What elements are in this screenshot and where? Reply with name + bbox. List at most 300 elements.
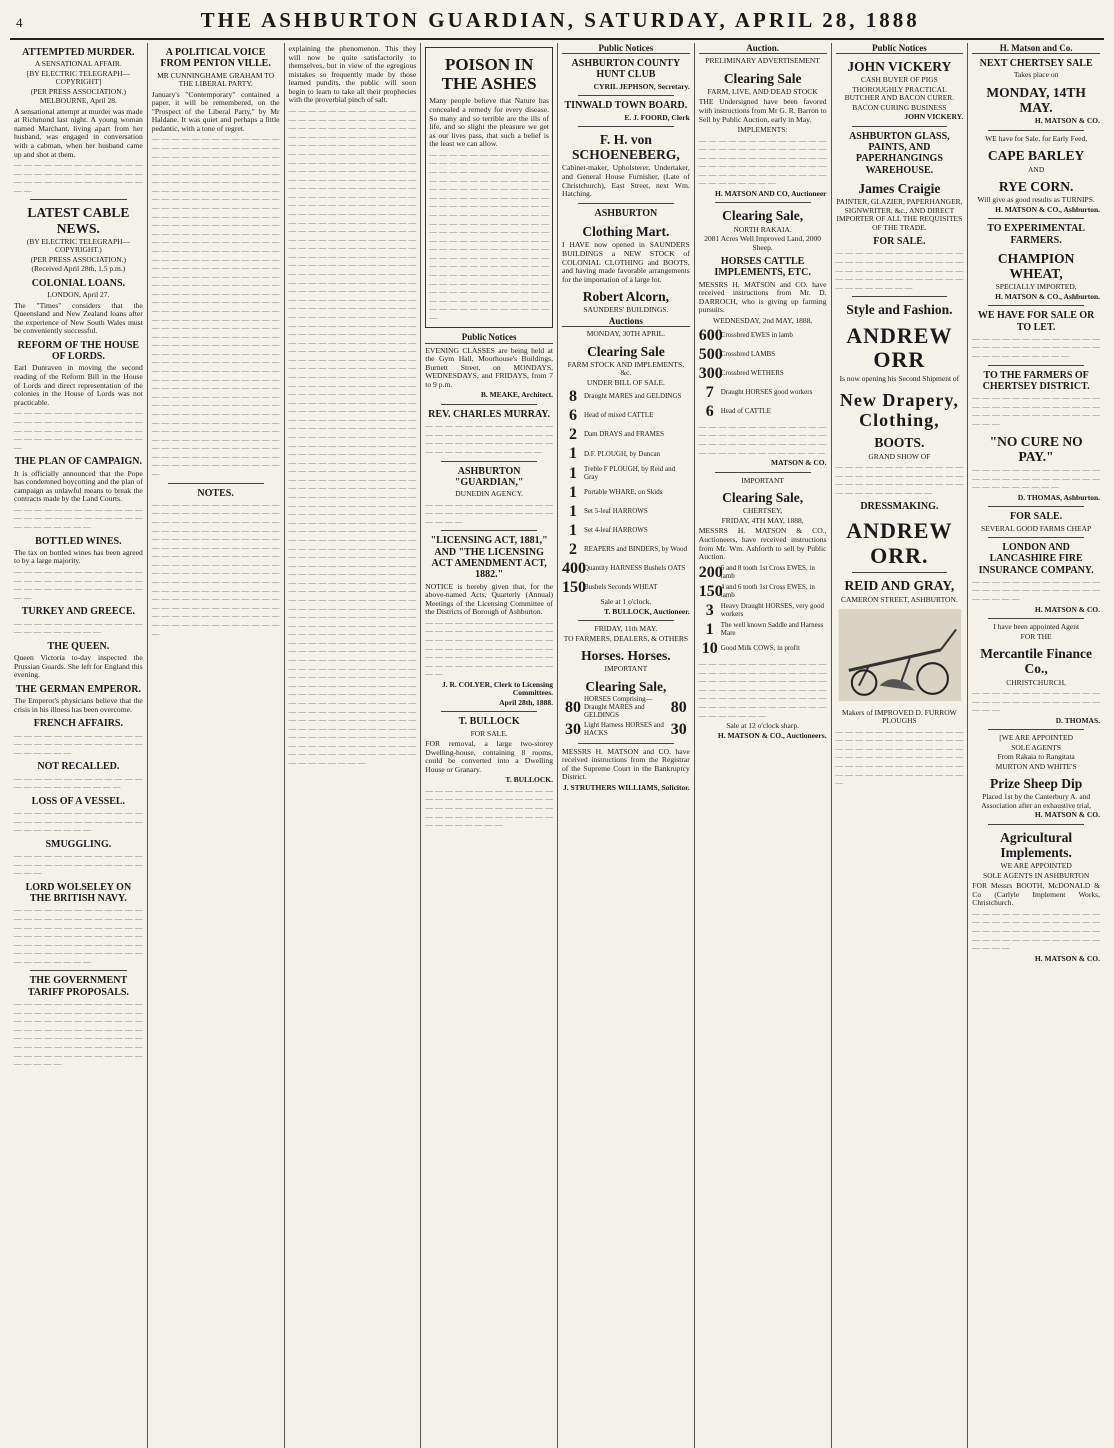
column-4	[420, 43, 557, 1448]
auction-signature: H. MATSON AND CO, Auctioneer	[714, 189, 827, 199]
divider	[441, 404, 537, 405]
notice-champion-wheat: CHAMPION WHEAT,	[997, 250, 1075, 282]
notice-signature: H. MATSON & CO.	[1034, 953, 1100, 963]
column-8	[967, 43, 1104, 1448]
divider	[578, 620, 674, 621]
section-colonial-loans: COLONIAL LOANS.	[31, 277, 126, 289]
advert-sub: BACON CURING BUSINESS	[852, 102, 947, 112]
headline-latest-cable-news: LATEST CABLE NEWS.	[27, 205, 130, 236]
advert-body-continued: — — — — — — — — — — — — — — — — — — — — — — — — — — — — — — — — — — — — — — — — — — — — — — — — —	[835, 462, 964, 497]
notice-body-continued: — — — — — — — — — — — — — — — — — — — — — — — — — — — — — —	[425, 499, 553, 526]
lot-number: 80	[565, 698, 581, 716]
lot-description: D.F. PLOUGH, by Duncan	[584, 449, 661, 458]
lot-description: Draught HORSES good workers	[720, 387, 813, 396]
divider	[852, 296, 948, 297]
lot-description: Portable WHARE, on Skids	[584, 487, 663, 496]
advert-new-drapery: New Drapery, Clothing,	[839, 389, 959, 431]
auction-sub: 2081 Acres Well Improved Land, 2000 Sheep.	[704, 234, 821, 252]
lot-description: Heavy Draught HORSES, very good workers	[720, 601, 824, 618]
divider	[988, 218, 1084, 219]
advert-dressmaking: DRESSMAKING.	[860, 501, 939, 513]
divider	[988, 824, 1084, 825]
divider	[715, 472, 811, 473]
lot-row	[699, 346, 827, 364]
auction-sale-time: Sale at 12 o'clock sharp.	[726, 721, 800, 731]
page-number: 4	[16, 15, 23, 30]
divider	[441, 530, 537, 531]
section-reform-lords: REFORM OF THE HOUSE OF LORDS.	[17, 339, 140, 363]
section-auction: Auction.	[699, 43, 827, 54]
lot-number: 10	[701, 639, 718, 657]
advert-sub: Is now opening his Second Shipment of	[839, 374, 960, 384]
advert-sub: PAINTER, GLAZIER, PAPERHANGER, SIGNWRITER, &c., AND DIRECT IMPORTER OF ALL THE REQUISITES OF THE TRADE.	[836, 197, 963, 232]
notice-tinwald-board: TINWALD TOWN BOARD.	[564, 100, 688, 112]
notice-sub: Takes place on	[1013, 70, 1059, 80]
auction-body: MESSRS H. MATSON and CO. have received instructions from the Registrar of the Supreme Court in the Bankruptcy District.	[562, 746, 690, 782]
lot-row	[562, 445, 690, 463]
section-not-recalled: NOT RECALLED.	[37, 761, 120, 773]
auction-signature: T. BULLOCK, Auctioneer.	[604, 606, 690, 616]
lot-number: 1	[705, 620, 714, 638]
notice-sub: I have been appointed Agent	[993, 622, 1080, 632]
notice-body-continued: — — — — — — — — — — — — — — — — — — — — — — — — — — — — — — —	[972, 576, 1100, 604]
column-2	[147, 43, 284, 1448]
notice-signature: CYRIL JEPHSON, Secretary.	[593, 81, 690, 91]
lot-number: 1	[569, 502, 577, 520]
auction-title: Horses. Horses.	[581, 647, 671, 663]
column-6	[694, 43, 831, 1448]
advert-body-continued: — — — — — — — — — — — — — — — — — — — — — — — — — — — — — — — — — — — — — — — — — — — — — — — — — — — — — — — — — — — —	[835, 248, 964, 292]
article-body-continued: — — — — — — — — — — — — — — — — — — — — — — — — — — — — — — — — — — — — — — — — — — — — — — — — — — — — — — — — — — — — — — — — — — — — — — — — — — — — — — — — — — — — — —	[14, 905, 143, 966]
notice-experimental-farmers: TO EXPERIMENTAL FARMERS.	[987, 223, 1085, 246]
lot-description: 4 and 6 tooth 1st Cross EWES, in lamb	[720, 582, 815, 599]
masthead	[10, 6, 1104, 40]
notice-signature: J. R. COLYER, Clerk to Licensing Committees.	[442, 679, 553, 698]
notice-sub: FOR THE	[1020, 631, 1052, 641]
received-note: (Received April 28th, 1.5 p.m.)	[31, 264, 126, 274]
lot-number: 2	[569, 426, 577, 444]
section-smuggling: SMUGGLING.	[45, 838, 112, 850]
article-body: Queen Victoria to-day inspected the Prussian Guards. She left for England this evening.	[14, 653, 143, 680]
article-body-continued: — — — — — — — — — — — — — — — — — — — — — — — — — — — — — — — — — — — — — — — — — — — — — — — — — — — — — — — — — — — — — — — — — — — — — — — — — — — — — — — — — — — — — — — — — — — — — — — — — — — — — — — — — — — — — — — — — — — — — — — — — — — — — — — — — — — — — — — — — — — — — — — — — — — — — — — — — — — — — — — — — — — — — — — — — — — — — — — — — — — — — — — — — — — — — — — — — — — — — — — — — — — — — — — — — — — — — — — — — — — — — — — — — — — — — — — — — — — — — — — — — — — — — — — — — — — — — — — — — — — — — — — — — — — — — — — — — — — — — — — — — — — — — — — — — — — — — — — — — — — — — — — — — — — — — — — — — — — — — — — — — — — — — — — — — — — — — — — — — — — — — — — — — — — — — — — — — — — — — — — — — — — — — — — — — — — — — — — — — — — — — — — — — — — — — — — — — — — — — — — — — — — — — — — — — — — — — — — — — — — — — — — — — — — — — — — — — — — — — — — — — — — — — — — — — — — — — — — — — — — — — — — — — — — — — — — — — — — — — — — — — — — — — — — — — — — — — — — — — — — — — — — — — — — —	[151, 134, 280, 478]
lot-description: HORSES Comprising— Draught MARES and GELDINGS	[584, 694, 653, 719]
notice-body: FOR Messrs BOOTH, McDONALD & Co (Carlyle Implement Works, Christchurch.	[972, 881, 1100, 908]
article-body-continued: — — — — — — — — — — — — — — — — — — — — — — — — — — — — — — — — — — — — — — — — — — — — — — — — — — — — — — — — — — — — — — — — — — — — — — — — — — — — — — — — — — — — — — — — — — — — — — — — — — — — — — — — — — — — — — — — — — — — — — — — — — — — — — — — — — — — — — — — — — — — — — — — — — — — — — — — — — — — — — — — — — — — — — — — — — — — — — — — — — — — — — — — — — — — — — — — — — — —	[151, 499, 280, 638]
auction-body: THE Undersigned have been favored with instructions from Mr G. R. Barron to Sell by Public Auction, early in May.	[698, 97, 827, 124]
dateline: MELBOURNE, April 28.	[39, 96, 117, 106]
lot-number: 1	[569, 483, 577, 501]
advert-body: I HAVE now opened in SAUNDERS BUILDINGS a NEW STOCK of COLONIAL CLOTHING and BOOTS, and having made favorable arrangements for the importation of a large lot.	[562, 240, 690, 284]
article-body-continued: — — — — — — — — — — — — — — — — — — — — — — — — — — — — — — — — — —	[14, 808, 143, 835]
lot-description: Crossbred WETHERS	[720, 368, 784, 377]
notice-sub: Placed 1st by the Canterbury A. and Association after an exhaustive trial,	[981, 792, 1091, 810]
notice-date: April 28th, 1888.	[499, 697, 553, 707]
lot-number: 30	[565, 720, 581, 738]
section-queen: THE QUEEN.	[47, 640, 110, 652]
lot-row	[562, 560, 690, 578]
notice-sub: AND	[1028, 164, 1045, 174]
section-french-affairs: FRENCH AFFAIRS.	[33, 718, 123, 730]
auction-sale-time: Sale at 1 o'clock.	[600, 597, 652, 607]
auction-sub: NORTH RAKAIA.	[733, 224, 792, 234]
article-body: The "Times" considers that the Queensland and New Zealand loans after the experience of New South Wales must be conveniently successful.	[14, 300, 143, 336]
notice-sub: [WE ARE APPOINTED	[999, 733, 1073, 743]
article-body: A sensational attempt at murder was made at Richmond last night. A young woman named Marchant, living apart from her husband, was engaged in conversation with a cabman, when her husband came up and shot at them.	[14, 106, 143, 159]
auction-signature: H. MATSON & CO., Auctioneers.	[717, 730, 827, 740]
auction-sub: FARM, LIVE, AND DEAD STOCK	[707, 86, 818, 96]
auction-title: Clearing Sale	[723, 70, 802, 86]
auction-date: MONDAY, 30TH APRIL.	[586, 329, 666, 339]
headline-bullock: T. BULLOCK	[458, 716, 520, 728]
lot-row	[562, 522, 690, 540]
auction-lot-list	[562, 388, 690, 597]
article-body-continued: — — — — — — — — — — — — — — — — — — — — — — — — — — — — — — — — — — — — — — — — —	[14, 160, 143, 195]
auction-signature: J. STRUTHERS WILLIAMS, Solicitor.	[563, 783, 690, 793]
notice-body-continued: — — — — — — — — — — — — — — — — — — — — — — — — — — — — — — — — — — — — — — — — — — — — — — — — — — —	[425, 421, 553, 456]
lot-number: 7	[705, 383, 714, 401]
auction-signature: MATSON & CO.	[771, 458, 827, 468]
lot-number: 2	[569, 540, 577, 558]
notice-body-continued: — — — — — — — — — — — — — — — — — — — — — — — — — — — — — — — — — — — — — — — — — — — — — — — — — — — — — — — —	[972, 908, 1100, 953]
advert-poison-ashes	[425, 47, 553, 328]
divider	[715, 202, 811, 203]
article-body-continued: — — — — — — — — — — — — — — — — — — — — — — — — — — — — —	[14, 851, 143, 878]
auction-body-continued: — — — — — — — — — — — — — — — — — — — — — — — — — — — — — — — — — — — — — — — — — — — — — — — — — — — — — — — — — — — — — — — — — — — — — — — — — — — — — — — — — — — — —	[698, 659, 827, 720]
advert-subhead: SAUNDERS' BUILDINGS.	[583, 305, 669, 315]
columns	[10, 43, 1104, 1448]
notice-agricultural-implements: Agricultural Implements.	[1000, 829, 1073, 860]
divider	[988, 305, 1084, 306]
notice-signature: H. MATSON & CO.	[1034, 116, 1100, 126]
lot-row	[699, 365, 827, 383]
lot-number: 8	[569, 388, 577, 406]
lot-description: Set 5-leaf HARROWS	[584, 506, 648, 515]
advert-andrew-orr: ANDREW ORR	[846, 322, 953, 373]
advert-reid-gray: REID AND GRAY,	[844, 578, 955, 594]
lot-row	[562, 465, 690, 483]
divider	[578, 203, 674, 204]
article-body: explaining the phenomenon. This they will now be quite satisfactorily to themselves, but in view of the egregious mistakes so frequently made by those learned pundits, the public will soon begin to learn to take all their prophecies with the proverbial pinch of salt.	[288, 44, 417, 105]
lot-row	[699, 640, 827, 658]
notice-signature: D. THOMAS, Ashburton.	[1017, 492, 1100, 502]
auction-sub: CHERTSEY,	[743, 506, 783, 516]
divider	[988, 365, 1084, 366]
notice-sub: WE have for Sale, for Early Feed,	[985, 133, 1088, 143]
lot-row	[699, 327, 827, 345]
auction-lot-list	[699, 564, 827, 658]
lot-description: Crossbred LAMBS	[720, 349, 776, 358]
divider	[441, 711, 537, 712]
lot-number: 300	[698, 364, 723, 382]
lot-row	[562, 407, 690, 425]
notice-subhead: DUNEDIN AGENCY.	[455, 489, 524, 499]
auction-date: FRIDAY, 11th MAY.	[594, 624, 658, 634]
advert-for-sale: FOR SALE.	[873, 236, 926, 248]
notice-signature: E. J. FOORD, Clerk	[624, 112, 690, 122]
lot-row	[699, 621, 827, 639]
lot-description: Dam DRAYS and FRAMES	[584, 430, 665, 439]
notice-sub: SEVERAL GOOD FARMS CHEAP	[981, 523, 1092, 533]
lot-row	[562, 484, 690, 502]
lot-number: 1	[569, 445, 577, 463]
credit: (BY ELECTRIC TELEGRAPH—COPYRIGHT.)	[26, 236, 131, 255]
advert-caption: Makers of IMPROVED D. FURROW PLOUGHS	[841, 707, 957, 726]
notice-sub: CHRISTCHURCH,	[1006, 677, 1067, 687]
notice-london-lancashire: LONDON AND LANCASHIRE FIRE INSURANCE COMPANY.	[978, 542, 1094, 576]
article-body: Earl Dunraven in moving the second reading of the Reform Bill in the House of Lords and direct representation of the colonies in the House of Lords was not practicable.	[14, 363, 143, 407]
section-lord-wolseley: LORD WOLSELEY ON THE BRITISH NAVY.	[25, 881, 132, 905]
article-body-continued: — — — — — — — — — — — — — — — — — — — — — — — — — — — — — — — — — — — — — — — — — — — — — — — — — — — — — — — — — — — — — — — — — — — — — — — — — — — — — — — — — — — — — — — — — — — — — — — —	[14, 999, 143, 1069]
lot-number: 80	[670, 698, 687, 716]
lot-row	[699, 583, 827, 601]
article-body-continued: — — — — — — — — — — — — — — — — — — — — — — — — — — — — — — — — — — — — — — — — —	[14, 567, 143, 602]
auction-date: WEDNESDAY, 2nd MAY, 1888,	[713, 316, 813, 326]
section-public-notices: Public Notices	[836, 43, 964, 54]
lot-row	[699, 564, 827, 582]
subhead: MR CUNNINGHAME GRAHAM TO THE LIBERAL PARTY.	[157, 70, 275, 89]
lot-number: 500	[698, 345, 723, 363]
notice-sub: SOLE AGENTS	[1011, 742, 1062, 752]
advert-body-continued: — — — — — — — — — — — — — — — — — — — — — — — — — — — — — — — — — — — — — — — — — — — — — — — — — — — — — — — — — — — — — — — — — — — — — — — — — — — — — — — — — — — — — — — — — — — — — — — — — — — — — — — — — — — — — — — — — — — — — — — — — — — — — — — — — — — — — — — — — — — — — — — — — — — — — — — — — — — — — — — — — — — — — — — — — — — — — — — — — — — — — — — — — — — — — — — — — — — — — — — — — — — — — — — — — — — — — — — — — — — — — — — — — — — — —	[429, 149, 549, 322]
notice-body: NOTICE is hereby given that, for the above-named Acts, Quarterly (Annual) Meetings of the Licensing Committee of the Districts of Borough of Ashburton.	[425, 581, 553, 617]
lot-row	[562, 696, 690, 720]
notice-signature: H. MATSON & CO.	[1034, 604, 1100, 614]
notice-signature: H. MATSON & CO., Ashburton.	[995, 204, 1100, 214]
notice-signature: H. MATSON & CO.	[1034, 810, 1100, 820]
lot-description: The well known Saddle and Harness Mare	[720, 621, 824, 637]
lot-number: 400	[562, 559, 586, 577]
advert-robert-alcorn: Robert Alcorn,	[582, 289, 669, 305]
auction-sub: FARM STOCK AND IMPLEMENTS, &c.	[567, 359, 685, 378]
section-auctions: Auctions	[562, 316, 690, 327]
lot-description: Quantity HARNESS Bushels OATS	[584, 564, 686, 573]
dateline: LONDON, April 27.	[47, 290, 110, 300]
article-body-continued: — — — — — — — — — — — — — — — — — — — — — — — — — — — — — — — — — — — — — — — — — — — — — — — — — — — — —	[14, 408, 143, 452]
auction-sub: HORSES CATTLE IMPLEMENTS, ETC.	[714, 256, 811, 279]
auction-sub: UNDER BILL OF SALE.	[586, 377, 665, 387]
lot-number: 1	[569, 521, 577, 539]
notice-hunt-club: ASHBURTON COUNTY HUNT CLUB	[571, 58, 681, 81]
notice-chertsey-sale: NEXT CHERTSEY SALE	[979, 58, 1093, 70]
lot-description: Head of CATTLE	[720, 406, 771, 415]
advert-sub: THOROUGHLY PRACTICAL BUTCHER AND BACON CURER.	[844, 84, 955, 103]
article-body-continued: — — — — — — — — — — — — — — — — — — — — — — — — — — — — — — — —	[14, 730, 143, 757]
credit: (PER PRESS ASSOCIATION.)	[30, 254, 126, 264]
auction-body: MESSRS H. MATSON & CO., Auctioneers, have received instructions from Mr. Wm. Ashforth to sell by Public Auction.	[698, 526, 827, 562]
auction-body-continued: — — — — — — — — — — — — — — — — — — — — — — — — — — — — — — — — — — — — — — — — — — — — — — — — — — — — — — — — — — — — — — — — — — — — — — — — —	[698, 135, 827, 188]
notice-body-continued: — — — — — — — — — — — — — — — — — — — — — — — — — — — — — — — — — — — — — — — — — — — — — — — — — — — — — — — — — — — —	[425, 785, 553, 830]
article-body: It is officially announced that the Pope has condemned boycotting and the plan of campaign as unlawful means to break the contracts made by the Land Courts.	[14, 468, 143, 504]
column-7	[831, 43, 968, 1448]
lot-description: Crossbred EWES in lamb	[720, 330, 793, 339]
headline-attempted-murder: ATTEMPTED MURDER.	[22, 47, 135, 58]
divider	[988, 130, 1084, 131]
lot-row	[699, 384, 827, 402]
notice-guardian-agency: ASHBURTON "GUARDIAN,"	[454, 465, 524, 488]
auction-sub: IMPLEMENTS:	[737, 125, 788, 135]
divider	[578, 743, 674, 744]
auction-body-continued: — — — — — — — — — — — — — — — — — — — — — — — — — — — — — — — — — — — — — — — — — — — — — — — — — — — —	[698, 421, 827, 457]
auction-lot-list	[699, 327, 827, 421]
auction-lot-list	[562, 696, 690, 739]
notice-body-continued: — — — — — — — — — — — — — — — — — — — — — — — — — — — — — — — — — — — —	[972, 333, 1100, 361]
divider	[852, 126, 948, 127]
divider	[988, 506, 1084, 507]
notice-evening-classes: EVENING CLASSES are being held at the Gym Hall, Moorhouse's Buildings, Burnett Street, on MONDAYS, WEDNESDAYS, and FRIDAYS, from 7 to 9 p.m.	[425, 345, 553, 389]
lot-description: Draught MARES and GELDINGS	[584, 392, 682, 401]
auction-title: Clearing Sale,	[585, 678, 667, 694]
notice-sub: Will give as good results as TURNIPS.	[977, 195, 1095, 205]
notice-sheep-dip: Prize Sheep Dip	[990, 776, 1083, 792]
auction-date: FRIDAY, 4TH MAY, 1888,	[721, 515, 804, 525]
section-bottled-wines: BOTTLED WINES.	[35, 535, 122, 547]
lot-number: 1	[569, 464, 577, 482]
section-loss-vessel: LOSS OF A VESSEL.	[31, 795, 126, 807]
divider	[30, 199, 127, 200]
newspaper-title: THE ASHBURTON GUARDIAN, SATURDAY, APRIL 28, 1888	[200, 8, 920, 32]
lot-description: Treble F PLOUGH, by Reid and Gray	[584, 464, 676, 481]
advert-schoeneberg: F. H. von SCHOENEBERG,	[572, 131, 680, 163]
credit: (PER PRESS ASSOCIATION.)	[30, 86, 126, 96]
divider	[988, 729, 1084, 730]
lot-row	[562, 503, 690, 521]
article-body-continued: — — — — — — — — — — — — — — — — — — — — — — — — — — — — — — — — — — — — — — — — — — — — — — — — — — — — — — — — — — — — — — — — — — — — — — — — — — — — — — — — — — — — — — — — — — — — — — — — — — — — — — — — — — — — — — — — — — — — — — — — — — — — — — — — — — — — — — — — — — — — — — — — — — — — — — — — — — — — — — — — — — — — — — — — — — — — — — — — — — — — — — — — — — — — — — — — — — — — — — — — — — — — — — — — — — — — — — — — — — — — — — — — — — — — — — — — — — — — — — — — — — — — — — — — — — — — — — — — — — — — — — — — — — — — — — — — — — — — — — — — — — — — — — — — — — — — — — — — — — — — — — — — — — — — — — — — — — — — — — — — — — — — — — — — — — — — — — — — — — — — — — — — — — — — — — — — — — — — — — — — — — — — — — — — — — — — — — — — — — — — — — — — — — — — — — — — — — — — — — — — — — — — — — — — — — — — — — — — — — — — — — — — — — — — — — — — — — — — — — — — — — — — — — — — — — — — — — — — — — — — — — — — — — — — — — — — — — — — — — — — — — — — — — — — — — — — — — — — — — — — — — — — — — — — — — — — — — — — — — — — — — — — — — — — — — — — — — — — — — — — — — — — — — — — — — — — — — — — — — — — — — — — — — — — — — — — — — — — — — — — — — — — — — — — — — — — — — — — — — — — — — — — — — — — — — — — — — — — — — — — — — — — — — — — — — — — — — — — — — — — — — — — — — — — — — — — — — — — — — — — — — — — — — — — — — — — — — — — — — — — — — — — — — — — — — — — — — — — — — — — — — — — — — — — — — — — — — — — — — — — — — — — — — — — — — — — — — — — — — — — — — — — — — — — — — — — — — — — — — — — — — — — — — — — — — — — — — — — — — — — — — — — — — — — — — — — — — — — — — — — — — — — — — — — — — — — — — — — — — — — — — — — — — — — — — — — — — — — — — — — — — — — — — — — — — — — — — — — — — — — — — — — — — — — — — — — — — — — — — — — — — — — — — — — — — — — — — — — — — — — — — — — — — — — — — — — — — — — — — — — — — — — — — — — — — — — — — — — — — — — — — — — — — — — — — — — — — — — — — — — — — — — — — — — — — — — — — — — — — — — — — — — — — — — — — — — — — — —	[288, 106, 417, 767]
lot-row	[562, 721, 690, 739]
divider	[168, 483, 264, 484]
lot-number: 6	[705, 402, 714, 420]
advert-clothing-mart: Clothing Mart.	[582, 224, 670, 240]
section-matson: H. Matson and Co.	[972, 43, 1100, 54]
lot-description: 6 and 8 tooth 1st Cross EWES, in lamb	[720, 563, 815, 580]
article-body-continued: — — — — — — — — — — — — — — — — — — — — — — — — — — — — — — — — — —	[14, 504, 143, 532]
notice-sub: From Rakaia to Rangitata	[997, 752, 1075, 762]
notice-rev-murray: REV. CHARLES MURRAY.	[428, 408, 551, 420]
notice-body: FOR removal, a large two-storey Dwelling-house, containing 8 rooms, could be converted into a Dwelling House or Granary.	[425, 739, 553, 774]
advert-body: Many people believe that Nature has concealed a remedy for every disease. So many and so terrible are the ills of life, and so slight the pleasure we get as our lives pass, that such a belief is the least we can allow.	[429, 96, 549, 149]
divider	[852, 572, 948, 573]
auction-sub: PRELIMINARY ADVERTISEMENT	[705, 56, 820, 66]
notice-signature: T. BULLOCK.	[505, 775, 553, 785]
advert-style-fashion: Style and Fashion.	[846, 302, 953, 318]
lot-number: 30	[670, 720, 687, 738]
divider	[30, 970, 127, 971]
notice-signature: B. MEAKE, Architect.	[480, 390, 553, 400]
lot-row	[699, 602, 827, 620]
lot-row	[562, 388, 690, 406]
advert-vickery: JOHN VICKERY	[847, 59, 952, 75]
notice-signature: H. MATSON & CO., Ashburton.	[995, 291, 1100, 301]
headline-poison-ashes: POISON IN THE ASHES	[441, 55, 537, 94]
notice-rye-corn: RYE CORN.	[998, 179, 1074, 195]
divider	[441, 461, 537, 462]
lot-description: Light Harness HORSES and HACKS	[584, 720, 664, 737]
lot-description: Set 4-leaf HARROWS	[584, 525, 648, 534]
divider	[578, 95, 674, 96]
column-1	[10, 43, 147, 1448]
advert-glass-paints: ASHBURTON GLASS, PAINTS, AND PAPERHANGINGS WAREHOUSE.	[849, 130, 950, 176]
advert-sub: GRAND SHOW OF	[868, 451, 931, 461]
lot-number: 3	[705, 601, 714, 619]
auction-sub: IMPORTANT	[604, 664, 648, 674]
lot-description: REAPERS and BINDERS, by Wood	[584, 544, 687, 553]
notice-licensing-act: "LICENSING ACT, 1881," AND "THE LICENSING ACT AMENDMENT ACT, 1882."	[430, 535, 548, 581]
column-3	[284, 43, 421, 1448]
notice-sub: WE ARE APPOINTED	[1000, 861, 1072, 871]
notice-for-sale-or-let: WE HAVE FOR SALE OR TO LET.	[977, 310, 1095, 333]
advert-andrew-orr-footer: ANDREW ORR.	[846, 517, 953, 568]
lot-number: 600	[698, 326, 723, 344]
auction-title: Clearing Sale,	[722, 208, 804, 224]
advert-sub: CASH BUYER OF PIGS	[860, 75, 938, 85]
divider	[988, 618, 1084, 619]
auction-sub: TO FARMERS, DEALERS, & OTHERS	[563, 633, 689, 643]
advert-boots: BOOTS.	[874, 435, 925, 451]
article-body: January's "Contemporary" contained a paper, it will be remembered, on the "Prospect of the Liberal Party," by Mr Haldane. It was quiet and perhaps a little pedantic, with a tone of regret.	[151, 89, 280, 133]
article-body-continued: — — — — — — — — — — — — — — — — — — — — — — — —	[14, 773, 143, 792]
notice-chertsey-farmers: TO THE FARMERS OF CHERTSEY DISTRICT.	[982, 369, 1090, 392]
headline-political-voice: A POLITICAL VOICE FROM PENTON VILLE.	[160, 47, 271, 70]
lot-row	[699, 403, 827, 421]
credit: [BY ELECTRIC TELEGRAPH—COPYRIGHT]	[26, 68, 131, 87]
notice-body-continued: — — — — — — — — — — — — — — — — — — — — — — — — — — — — —	[972, 688, 1100, 715]
notice-cape-barley: CAPE BARLEY	[987, 148, 1085, 164]
auction-title: Clearing Sale,	[722, 490, 804, 506]
headline-notes: NOTES.	[197, 487, 234, 499]
lot-number: 200	[698, 563, 723, 581]
divider	[988, 537, 1084, 538]
advert-body-continued: — — — — — — — — — — — — — — — — — — — — — — — — — — — — — — — — — — — — — — — — — — — — — — — — — — — — — — — — — — — — — — — — — — — — — — — — — — — — — — —	[835, 726, 964, 788]
section-tariff-proposals: THE GOVERNMENT TARIFF PROPOSALS.	[27, 975, 129, 998]
notice-signature: D. THOMAS.	[1055, 715, 1100, 725]
advert-ashburton: ASHBURTON	[594, 207, 658, 219]
section-german-emperor: THE GERMAN EMPEROR.	[15, 683, 142, 695]
lot-row	[562, 579, 690, 597]
section-public-notices: Public Notices	[562, 43, 690, 54]
lot-row	[562, 426, 690, 444]
lot-number: 150	[698, 582, 723, 600]
plough-illustration	[836, 609, 964, 701]
notice-date: MONDAY, 14TH MAY.	[986, 84, 1086, 116]
column-5	[557, 43, 694, 1448]
article-body-continued: — — — — — — — — — — — — — — — — — — — — — —	[14, 618, 143, 637]
notice-sub: MURTON AND WHITE'S	[995, 761, 1077, 771]
lot-row	[562, 541, 690, 559]
notice-for-sale: FOR SALE.	[1010, 511, 1063, 523]
article-body: The tax on bottled wines has been agreed to by a large majority.	[14, 547, 143, 566]
advert-signature: JOHN VICKERY.	[904, 112, 964, 122]
lot-description: Bushels Seconds WHEAT	[584, 583, 658, 592]
notice-body-continued: — — — — — — — — — — — — — — — — — — — — — — — — — — — — — — — — — — — — — — — — — —	[972, 393, 1100, 428]
subhead-for-sale: FOR SALE.	[470, 728, 508, 738]
notice-body-continued: — — — — — — — — — — — — — — — — — — — — — — — — — — — — — — — — — — — — — — — — — — — — — — — — — — — — — — — — — — — — — — — — — — — — — — — — — — — — — — — —	[425, 617, 553, 679]
notice-mercantile-finance: Mercantile Finance Co.,	[980, 646, 1093, 677]
auction-title: Clearing Sale	[587, 343, 665, 359]
section-public-notices: Public Notices	[425, 332, 553, 343]
subhead: A SENSATIONAL AFFAIR.	[34, 59, 122, 69]
section-turkey-greece: TURKEY AND GREECE.	[21, 606, 135, 618]
divider	[578, 126, 674, 127]
article-body: The Emperor's physicians believe that the crisis in his illness has been overcome.	[14, 696, 143, 714]
lot-number: 150	[562, 579, 586, 597]
advert-body: Cabinet-maker, Upholsterer, Undertaker, and General House Furnisher, (Late of Christchurch), East Street, next Wm. Hatching.	[562, 163, 690, 199]
section-plan-campaign: THE PLAN OF CAMPAIGN.	[14, 456, 142, 468]
notice-sub: SOLE AGENTS IN ASHBURTON	[982, 870, 1090, 880]
notice-body-continued: — — — — — — — — — — — — — — — — — — — — — — — — — — — — — — — — — — —	[972, 465, 1100, 492]
advert-sub: CAMERON STREET, ASHBURTON.	[840, 594, 958, 604]
advert-james-craigie: James Craigie	[858, 180, 941, 196]
auction-body: MESSRS H. MATSON and CO. have received instructions from Mr. D. DARROCH, who is giving up farming pursuits.	[698, 279, 827, 315]
lot-number: 6	[569, 407, 577, 425]
